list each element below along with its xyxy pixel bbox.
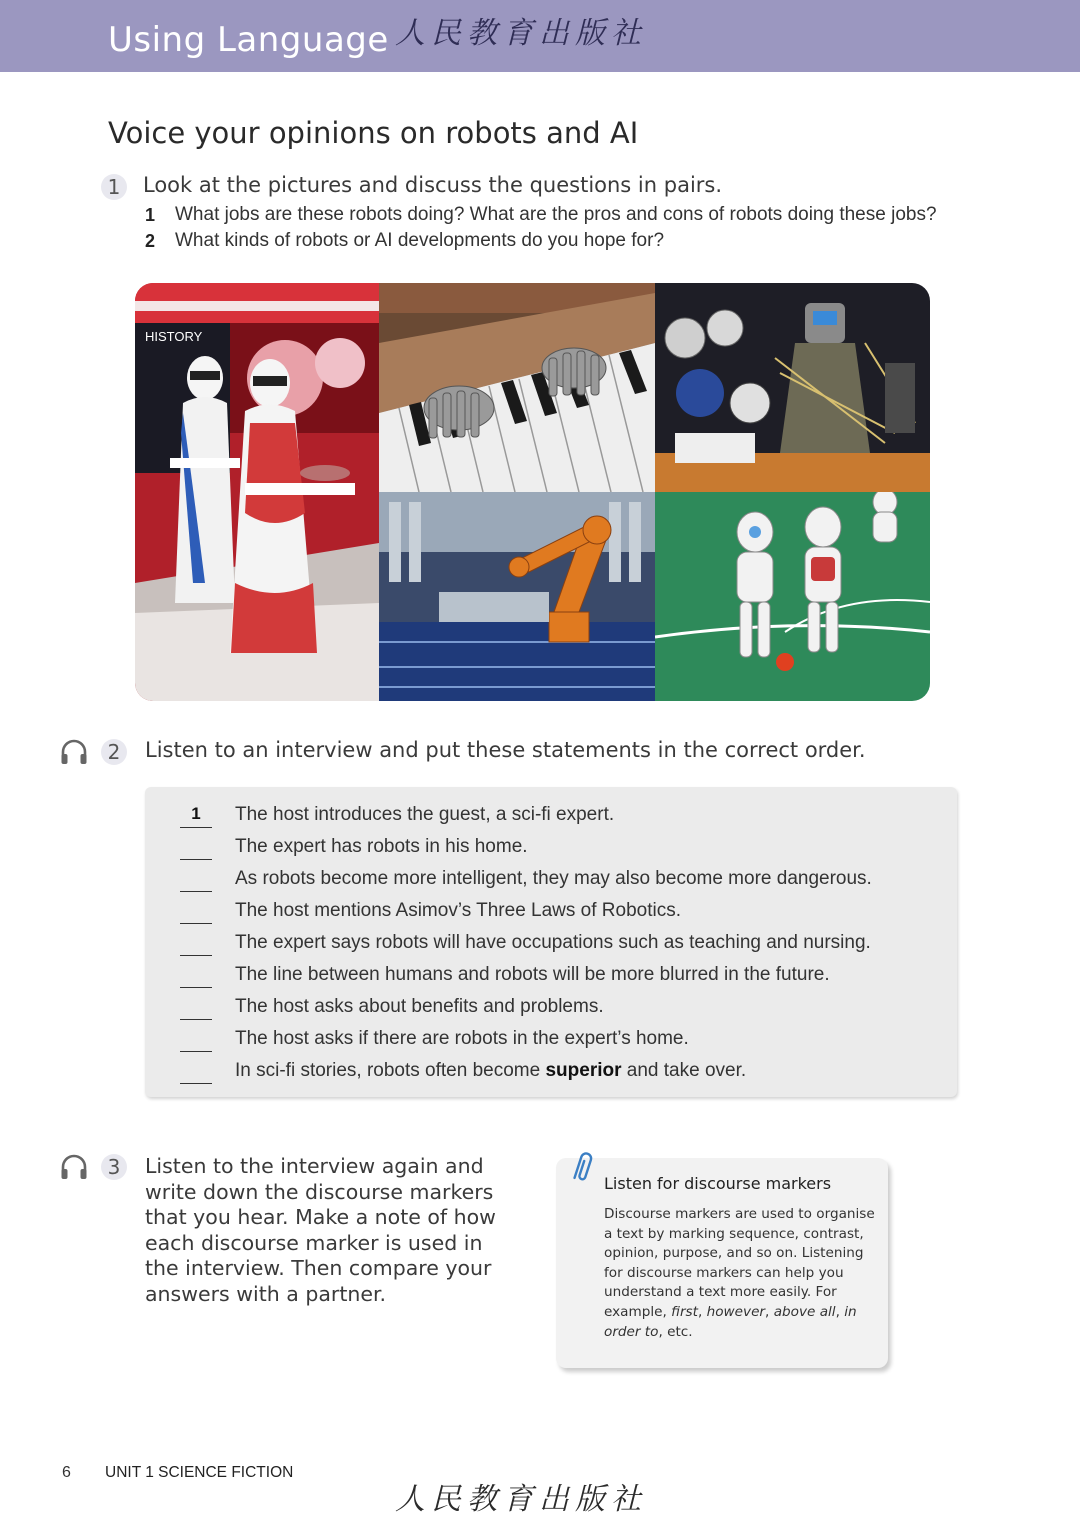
statement-text: The host asks about benefits and problems. bbox=[235, 996, 604, 1017]
tip-title: Listen for discourse markers bbox=[604, 1174, 832, 1193]
order-blank[interactable] bbox=[180, 932, 212, 956]
example-marker: first bbox=[671, 1303, 698, 1320]
statement-text: The host asks if there are robots in the expert’s home. bbox=[235, 1028, 689, 1049]
tip-body-text: Discourse markers are used to organise a text by marking sequence, contrast, opinion, purpose, and so on. Listening for discourse markers can help you understand a text more easily. For example, bbox=[604, 1206, 875, 1320]
question-number: 1 bbox=[145, 205, 156, 225]
paperclip-icon bbox=[570, 1150, 596, 1186]
statement-row bbox=[180, 962, 940, 990]
task1-heading: Look at the pictures and discuss the questions in pairs. bbox=[143, 173, 723, 197]
statement-row bbox=[180, 802, 940, 830]
tip-body-end: , etc. bbox=[658, 1323, 693, 1340]
order-blank[interactable] bbox=[180, 1028, 212, 1052]
order-blank[interactable] bbox=[180, 1060, 212, 1084]
publisher-logo-bottom: 人民教育出版社 bbox=[395, 1482, 647, 1517]
footer-unit-label: UNIT 1 SCIENCE FICTION bbox=[105, 1464, 294, 1481]
statement-text: The host mentions Asimov’s Three Laws of Robotics. bbox=[235, 900, 682, 921]
order-blank[interactable] bbox=[180, 836, 212, 860]
task-number-1: 1 bbox=[101, 174, 127, 200]
statement-text: The expert has robots in his home. bbox=[235, 836, 528, 857]
example-marker: above all bbox=[773, 1303, 836, 1320]
tip-separator: , bbox=[835, 1303, 845, 1320]
question-number: 2 bbox=[145, 231, 156, 251]
statements-box bbox=[145, 787, 957, 1097]
order-blank[interactable] bbox=[180, 996, 212, 1020]
statement-row bbox=[180, 866, 940, 894]
task2-heading: Listen to an interview and put these statements in the correct order. bbox=[145, 738, 866, 762]
tip-separator: , bbox=[765, 1303, 774, 1320]
statement-text: As robots become more intelligent, they may also become more dangerous. bbox=[235, 868, 872, 889]
publisher-logo-top: 人民教育出版社 bbox=[395, 16, 647, 51]
statement-text bbox=[235, 1060, 746, 1082]
statement-row bbox=[180, 834, 940, 862]
statement-text-part: and take over. bbox=[621, 1060, 747, 1081]
photo-sign-text: HISTORY bbox=[145, 329, 203, 344]
order-blank[interactable] bbox=[180, 964, 212, 988]
order-blank[interactable] bbox=[180, 900, 212, 924]
tip-box bbox=[556, 1158, 888, 1368]
order-blank[interactable]: 1 bbox=[180, 804, 212, 828]
question-text: What kinds of robots or AI developments do you hope for? bbox=[175, 230, 665, 251]
statement-row bbox=[180, 930, 940, 958]
page-title: Using Language bbox=[108, 20, 389, 60]
photo-piano-robot bbox=[379, 283, 655, 492]
photo-waiter-robots bbox=[135, 283, 379, 701]
statement-text: The host introduces the guest, a sci-fi expert. bbox=[235, 804, 615, 825]
statement-text: The expert says robots will have occupations such as teaching and nursing. bbox=[235, 932, 871, 953]
statement-text: The line between humans and robots will be more blurred in the future. bbox=[235, 964, 830, 985]
headphones-icon[interactable] bbox=[60, 1153, 88, 1181]
question-text: What jobs are these robots doing? What are the pros and cons of robots doing these jobs? bbox=[175, 204, 937, 225]
example-marker: in order to bbox=[604, 1303, 857, 1340]
statement-row bbox=[180, 994, 940, 1022]
statement-row bbox=[180, 1026, 940, 1054]
photo-band-robots bbox=[655, 283, 930, 492]
example-marker: however bbox=[706, 1303, 766, 1320]
task-number-3: 3 bbox=[101, 1154, 127, 1180]
photo-factory-robot-arm bbox=[379, 492, 655, 701]
statement-row bbox=[180, 898, 940, 926]
task3-instructions: Listen to the interview again and write down the discourse markers that you hear. Make a note of how each discourse marker is used in the interview. Then compare your answers with a partner. bbox=[145, 1154, 496, 1306]
tip-separator: , bbox=[697, 1303, 707, 1320]
page-number: 6 bbox=[62, 1464, 71, 1481]
headphones-icon[interactable] bbox=[60, 738, 88, 766]
order-blank[interactable] bbox=[180, 868, 212, 892]
statement-row bbox=[180, 1058, 940, 1086]
tip-body bbox=[604, 1205, 876, 1342]
statement-text-part: In sci-fi stories, robots often become bbox=[235, 1060, 546, 1081]
task-number-2: 2 bbox=[101, 739, 127, 765]
bold-word-superior: superior bbox=[545, 1060, 622, 1081]
section-title: Voice your opinions on robots and AI bbox=[108, 116, 639, 150]
photo-soccer-robots bbox=[655, 492, 930, 701]
robot-photo-collage bbox=[135, 283, 930, 701]
